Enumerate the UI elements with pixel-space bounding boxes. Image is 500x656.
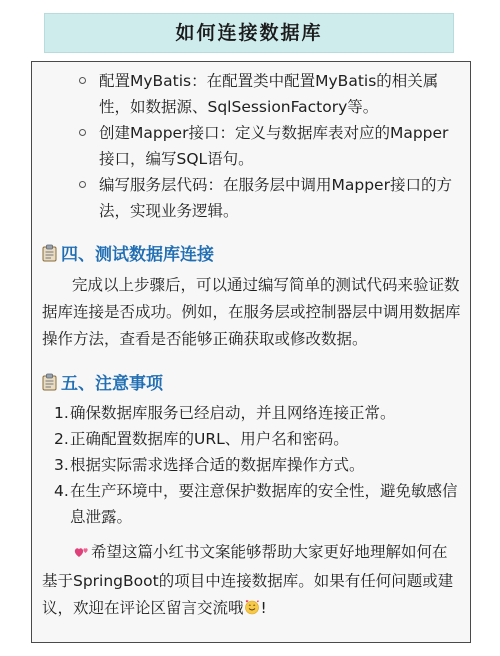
list-number: 4. [54, 482, 69, 500]
bullet-text: 配置MyBatis：在配置类中配置MyBatis的相关属性，如数据源、SqlSessionFactory等。 [99, 72, 439, 116]
list-text: 在生产环境中，要注意保护数据库的安全性，避免敏感信息泄露。 [70, 482, 458, 526]
list-text: 根据实际需求选择合适的数据库操作方式。 [70, 456, 365, 474]
list-item [54, 400, 464, 426]
bullet-list [32, 68, 472, 224]
section-heading-test [42, 240, 214, 265]
list-item [32, 68, 472, 120]
page-title: 如何连接数据库 [44, 13, 454, 53]
bullet-text: 创建Mapper接口：定义与数据库表对应的Mapper接口，编写SQL语句。 [99, 124, 449, 168]
two-hearts-icon [74, 541, 90, 568]
closing-paragraph [42, 539, 462, 624]
bullet-circle-icon [79, 181, 86, 188]
content-card [31, 61, 471, 643]
list-item [54, 478, 464, 530]
closing-text: 希望这篇小红书文案能够帮助大家更好地理解如何在基于SpringBoot的项目中连接数据库。如果有任何问题或建议，欢迎在评论区留言交流哦 [42, 543, 454, 617]
bullet-circle-icon [79, 77, 86, 84]
list-item [54, 426, 464, 452]
clipboard-icon [42, 244, 57, 262]
list-text: 正确配置数据库的URL、用户名和密码。 [70, 430, 349, 448]
list-item [32, 172, 472, 224]
bullet-text: 编写服务层代码：在服务层中调用Mapper接口的方法，实现业务逻辑。 [99, 176, 452, 220]
clipboard-icon [42, 373, 57, 391]
list-text: 确保数据库服务已经启动，并且网络连接正常。 [70, 404, 396, 422]
section-heading-text: 四、测试数据库连接 [61, 245, 214, 265]
closing-end: ! [260, 599, 267, 617]
bullet-circle-icon [79, 129, 86, 136]
list-number: 2. [54, 430, 69, 448]
numbered-list [54, 400, 464, 530]
list-number: 3. [54, 456, 69, 474]
section-heading-text: 五、注意事项 [61, 374, 163, 394]
section-body-test: 完成以上步骤后，可以通过编写简单的测试代码来验证数据库连接是否成功。例如，在服务层或控制器层中调用数据库操作方法，查看是否能够正确获取或修改数据。 [42, 276, 461, 348]
smiling-face-with-hearts-icon [244, 597, 260, 624]
section-heading-notes [42, 369, 163, 394]
list-number: 1. [54, 404, 69, 422]
list-item [54, 452, 464, 478]
list-item [32, 120, 472, 172]
